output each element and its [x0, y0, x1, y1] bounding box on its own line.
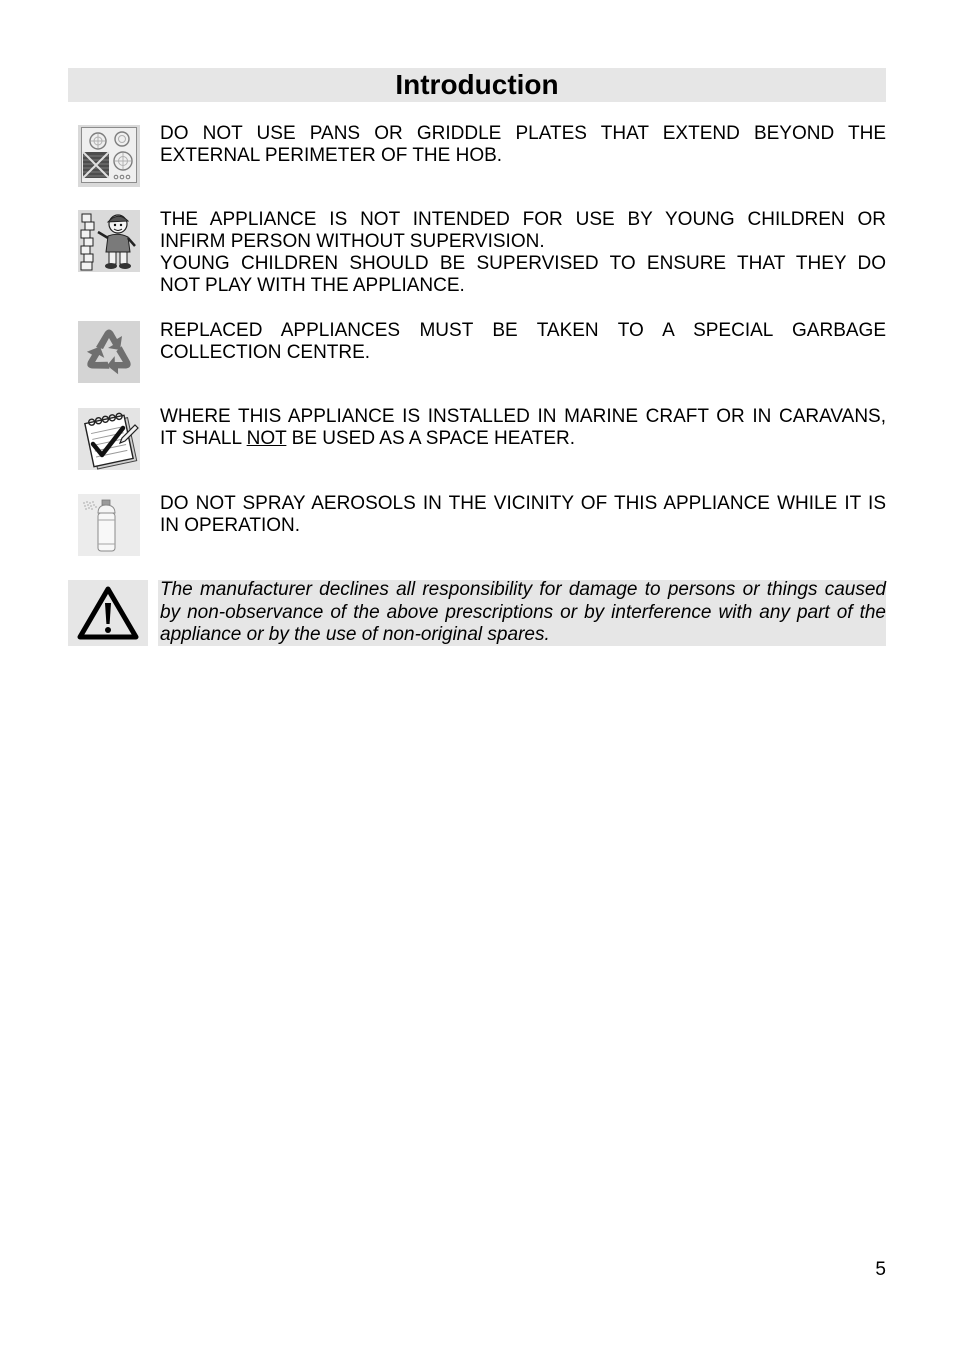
- warning-line: The manufacturer declines all responsibility for damage to persons or things caused: [160, 579, 886, 600]
- warning-triangle-icon: [68, 580, 148, 646]
- notice-line: EXTERNAL PERIMETER OF THE HOB.: [160, 145, 503, 166]
- notice-line: THE APPLIANCE IS NOT INTENDED FOR USE BY YOUNG CHILDREN OR: [160, 209, 886, 230]
- section-header: [68, 68, 886, 102]
- notice-line-start: IT SHALL: [160, 428, 247, 449]
- underlined-emphasis: NOT: [246, 428, 287, 449]
- notice-text: [160, 320, 886, 364]
- notice-text: [160, 406, 886, 450]
- notice-line: [160, 428, 886, 450]
- notice-line: INFIRM PERSON WITHOUT SUPERVISION.: [160, 231, 545, 252]
- notice-line: COLLECTION CENTRE.: [160, 342, 371, 363]
- page-title: Introduction: [395, 69, 559, 100]
- notice-line: YOUNG CHILDREN SHOULD BE SUPERVISED TO ENSURE THAT THEY DO: [160, 253, 886, 274]
- notice-line: DO NOT SPRAY AEROSOLS IN THE VICINITY OF THIS APPLIANCE WHILE IT IS: [160, 493, 886, 514]
- aerosol-can-icon: [78, 494, 140, 556]
- child-blocks-icon: [78, 210, 140, 272]
- notice-line: DO NOT USE PANS OR GRIDDLE PLATES THAT EXTEND BEYOND THE: [160, 123, 886, 144]
- notice-line: NOT PLAY WITH THE APPLIANCE.: [160, 275, 465, 296]
- notice-line: REPLACED APPLIANCES MUST BE TAKEN TO A SPECIAL GARBAGE: [160, 320, 886, 341]
- warning-text-box: [158, 580, 886, 646]
- warning-line: by non-observance of the above prescriptions or by interference with any part of the: [160, 601, 886, 623]
- notice-text: [160, 209, 886, 297]
- warning-text: [160, 579, 886, 647]
- notice-line-end: BE USED AS A SPACE HEATER.: [286, 428, 575, 449]
- notice-text: [160, 123, 886, 167]
- recycle-icon: [78, 321, 140, 383]
- warning-line: appliance or by the use of non-original spares.: [160, 624, 550, 645]
- notepad-check-icon: [78, 408, 140, 470]
- page-number: 5: [875, 1259, 886, 1280]
- notice-line: WHERE THIS APPLIANCE IS INSTALLED IN MARINE CRAFT OR IN CARAVANS,: [160, 406, 886, 427]
- hob-pan-icon: [78, 125, 140, 187]
- notice-line: IN OPERATION.: [160, 515, 301, 536]
- notice-text: [160, 493, 886, 537]
